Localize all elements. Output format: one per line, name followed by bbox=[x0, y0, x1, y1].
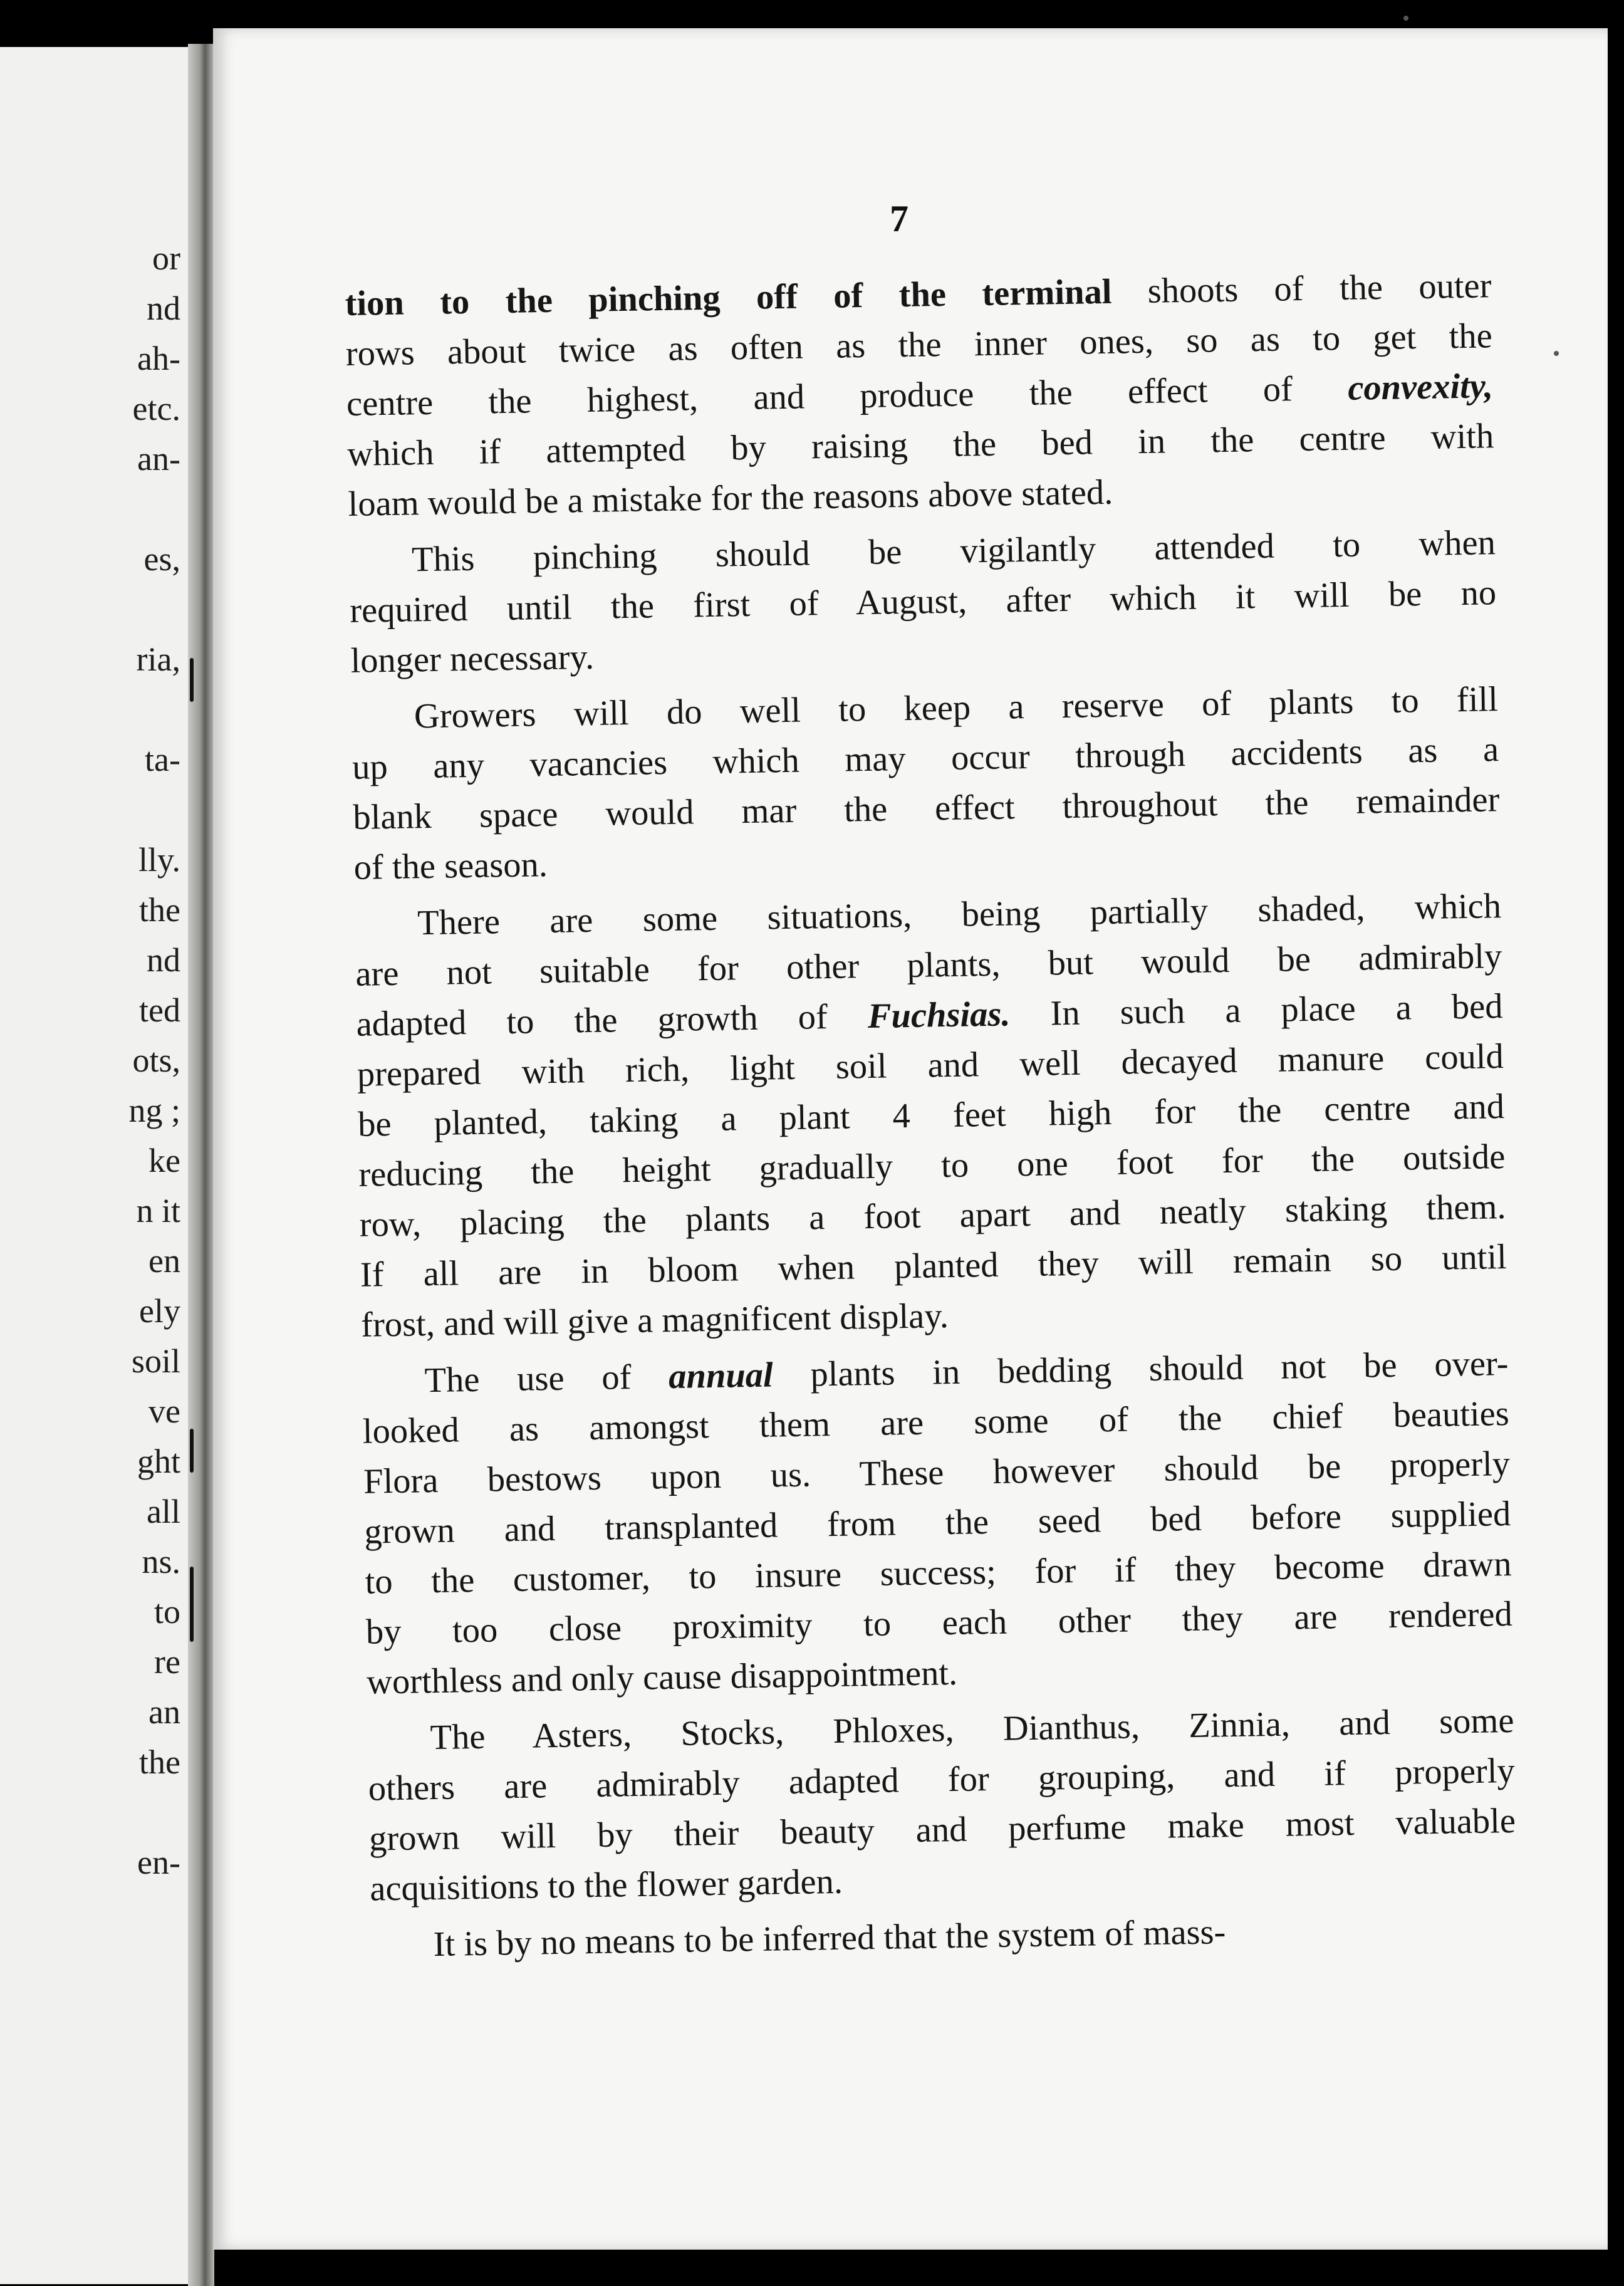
text-run: frost, and will give a magnificent display. bbox=[360, 1297, 949, 1345]
previous-page-fragment: en bbox=[148, 1242, 180, 1280]
text-run: longer necessary. bbox=[350, 637, 595, 681]
previous-page-fragment: ta- bbox=[145, 741, 180, 778]
text-run: The use of bbox=[424, 1357, 669, 1401]
previous-page-fragment: re bbox=[154, 1643, 180, 1681]
previous-page-fragment: ng ; bbox=[128, 1092, 180, 1129]
text-run: prepared with rich, light soil and well decayed manure could bbox=[357, 1037, 1504, 1094]
previous-page-fragment: ely bbox=[139, 1292, 180, 1330]
text-run: adapted to the growth of bbox=[356, 997, 868, 1044]
spine-mark bbox=[190, 1429, 194, 1473]
text-run: If all are in bloom when planted they will remain so until bbox=[360, 1238, 1507, 1295]
paragraph bbox=[362, 1339, 1514, 1708]
previous-page-fragment: es, bbox=[143, 540, 180, 578]
italic-emphasis: Fuchsias. bbox=[867, 994, 1011, 1036]
text-run: reducing the height gradually to one foot for the outside bbox=[358, 1137, 1506, 1194]
previous-page-fragment: n it bbox=[136, 1192, 180, 1229]
previous-page-fragment: all bbox=[147, 1493, 180, 1530]
paragraph bbox=[351, 674, 1501, 893]
previous-page-fragment: soil bbox=[131, 1342, 180, 1380]
page-body-text bbox=[345, 261, 1517, 1976]
book-page bbox=[213, 28, 1608, 2250]
paragraph bbox=[355, 881, 1508, 1350]
speck bbox=[1403, 16, 1408, 21]
previous-page-fragment: ns. bbox=[142, 1543, 180, 1580]
spine-mark bbox=[190, 1567, 194, 1642]
text-run: In such a place a bed bbox=[1009, 987, 1503, 1034]
text-run: to the customer, to insure success; for if they become drawn bbox=[365, 1545, 1512, 1602]
previous-page-fragment: or bbox=[152, 239, 180, 277]
previous-page-fragment: an bbox=[148, 1693, 180, 1731]
text-run: loam would be a mistake for the reasons above stated. bbox=[348, 472, 1113, 524]
text-run: worthless and only cause disappointment. bbox=[366, 1653, 958, 1702]
text-run: others are admirably adapted for grouping, and if properly bbox=[368, 1751, 1516, 1808]
previous-page-fragment: lly. bbox=[138, 841, 180, 879]
paragraph bbox=[348, 518, 1497, 686]
text-run: shoots of the outer bbox=[1111, 266, 1492, 311]
text-run: grown and transplanted from the seed bed before supplied bbox=[363, 1495, 1511, 1552]
previous-page-fragment: en- bbox=[137, 1844, 180, 1881]
text-run: grown will by their beauty and perfume make most valuable bbox=[368, 1801, 1516, 1859]
paragraph bbox=[370, 1902, 1517, 1971]
text-run: plants in bedding should not be over- bbox=[773, 1344, 1509, 1395]
text-run: row, placing the plants a foot apart and neatly staking them. bbox=[359, 1187, 1506, 1245]
speck bbox=[1554, 351, 1559, 356]
paragraph bbox=[367, 1696, 1517, 1914]
previous-page-edge bbox=[0, 47, 200, 2284]
previous-page-fragment: ots, bbox=[132, 1041, 180, 1079]
text-run: Flora bestows upon us. These however should be properly bbox=[363, 1444, 1511, 1501]
text-run: rows about twice as often as the inner ones, so as to get the bbox=[345, 316, 1493, 373]
italic-emphasis: convexity, bbox=[1347, 367, 1494, 408]
text-run: The Asters, Stocks, Phloxes, Dianthus, Zinnia, and some bbox=[430, 1701, 1514, 1758]
previous-page-fragment: ght bbox=[137, 1443, 180, 1480]
previous-page-fragment: ke bbox=[148, 1142, 180, 1179]
text-run: required until the first of August, after which it will be no bbox=[349, 573, 1497, 630]
text-run: looked as amongst them are some of the chief beauties bbox=[362, 1394, 1510, 1451]
text-run: up any vacancies which may occur through accidents as a bbox=[351, 730, 1499, 787]
text-run: centre the highest, and produce the effect of bbox=[346, 368, 1348, 424]
text-run: are not suitable for other plants, but would be admirably bbox=[355, 937, 1502, 994]
paragraph bbox=[345, 261, 1495, 530]
previous-page-fragment: nd bbox=[147, 290, 180, 327]
previous-page-fragment: the bbox=[139, 891, 180, 929]
italic-emphasis: annual bbox=[668, 1355, 774, 1397]
previous-page-fragment: etc. bbox=[132, 390, 180, 427]
text-run: blank space would mar the effect throughout the remainder bbox=[353, 780, 1500, 837]
previous-page-fragment: ria, bbox=[136, 640, 180, 678]
spine-mark bbox=[190, 658, 194, 702]
page-number: 7 bbox=[890, 198, 908, 239]
text-run: be planted, taking a plant 4 feet high for the centre and bbox=[357, 1087, 1505, 1144]
text-run: which if attempted by raising the bed in the centre with bbox=[346, 417, 1494, 474]
text-run: tion to the pinching off of the terminal bbox=[345, 272, 1112, 323]
previous-page-fragment: ted bbox=[139, 991, 180, 1029]
previous-page-fragment: to bbox=[154, 1593, 180, 1631]
text-run: This pinching should be vigilantly attended to when bbox=[411, 523, 1496, 580]
text-run: of the season. bbox=[353, 845, 548, 887]
previous-page-fragment: ah- bbox=[137, 340, 180, 377]
text-run: by too close proximity to each other they are rendered bbox=[365, 1594, 1513, 1652]
book-gutter bbox=[188, 44, 214, 2286]
text-line bbox=[370, 1902, 1517, 1971]
text-run: There are some situations, being partially shaded, which bbox=[417, 887, 1502, 943]
previous-page-fragment: an- bbox=[137, 440, 180, 478]
previous-page-fragment: ve bbox=[148, 1392, 180, 1430]
text-run: acquisitions to the flower garden. bbox=[369, 1862, 843, 1909]
previous-page-fragment: nd bbox=[147, 941, 180, 979]
text-run: It is by no means to be inferred that the system of mass- bbox=[433, 1913, 1226, 1965]
previous-page-fragment: the bbox=[139, 1743, 180, 1781]
text-run: Growers will do well to keep a reserve of plants to fill bbox=[414, 680, 1499, 736]
